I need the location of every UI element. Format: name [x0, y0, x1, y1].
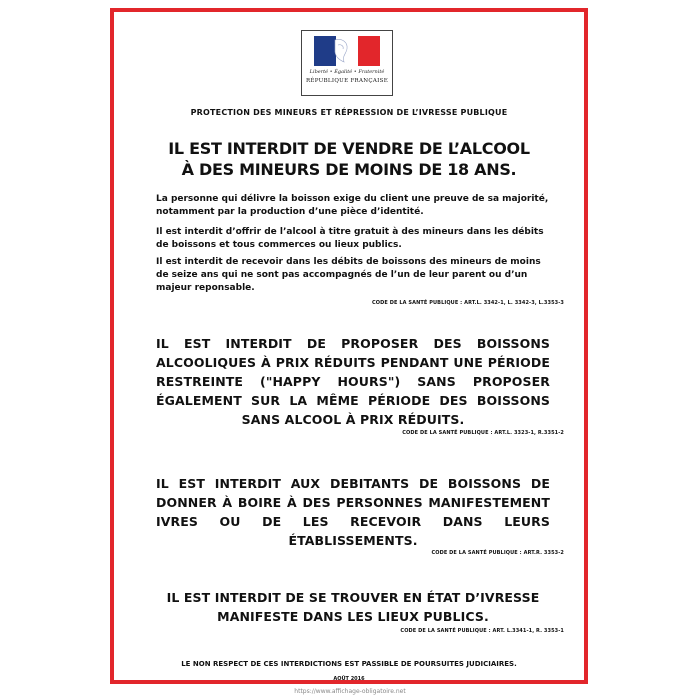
- main-title: [114, 138, 584, 180]
- happy-hours-block: IL EST INTERDIT DE PROPOSER DES BOISSONS ALCOOLIQUES À PRIX RÉDUITS PENDANT UNE PÉRIODE RESTREINTE ("HAPPY HOURS") SANS PROPOSER ÉGALEMENT SUR LA MÊME PÉRIODE DES BOISSONS SANS ALCOOL À PRIX RÉDUITS.: [156, 336, 550, 427]
- marianne-flag-icon: [314, 36, 380, 66]
- poster-subtitle: PROTECTION DES MINEURS ET RÉPRESSION DE L’IVRESSE PUBLIQUE: [190, 108, 508, 117]
- law-reference-4: CODE DE LA SANTÉ PUBLIQUE : ART. L.3341-1, R. 3353-1: [400, 628, 564, 634]
- source-url: https://www.affichage-obligatoire.net: [294, 688, 406, 695]
- main-title-line-1: IL EST INTERDIT DE VENDRE DE L’ALCOOL: [168, 139, 530, 158]
- main-title-line-2: À DES MINEURS DE MOINS DE 18 ANS.: [181, 160, 517, 179]
- logo-motto: Liberté • Égalité • Fraternité: [309, 69, 385, 75]
- debitants-block: IL EST INTERDIT AUX DEBITANTS DE BOISSONS DE DONNER À BOIRE À DES PERSONNES MANIFESTEMENT IVRES OU DE LES RECEVOIR DANS LEURS ÉTABLISSEMENTS.: [156, 476, 550, 548]
- edition-date: AOÛT 2016: [333, 676, 365, 682]
- paragraph-under-sixteen: Il est interdit de recevoir dans les débits de boissons des mineurs de moins de seize ans qui ne sont pas accompagnés de l’un de leur parent ou d’un majeur reponsable.: [156, 257, 541, 293]
- poster: [110, 8, 588, 684]
- public-drunkenness-block: IL EST INTERDIT DE SE TROUVER EN ÉTAT D’IVRESSE MANIFESTE DANS LES LIEUX PUBLICS.: [166, 590, 540, 624]
- paragraph-identity: La personne qui délivre la boisson exige du client une preuve de sa majorité, notamment par la production d’une pièce d’identité.: [156, 194, 549, 217]
- law-reference-3: CODE DE LA SANTÉ PUBLIQUE : ART.R. 3353-2: [431, 550, 564, 556]
- penalty-footer: LE NON RESPECT DE CES INTERDICTIONS EST PASSIBLE DE POURSUITES JUDICIAIRES.: [181, 660, 517, 668]
- marianne-logo: [301, 30, 393, 96]
- paragraph-free-alcohol: Il est interdit d’offrir de l’alcool à titre gratuit à des mineurs dans les débits de boissons et tous commerces ou lieux publics.: [156, 227, 544, 250]
- logo-name: RÉPUBLIQUE FRANÇAISE: [305, 78, 389, 84]
- law-reference-1: CODE DE LA SANTÉ PUBLIQUE : ART.L. 3342-1, L. 3342-3, L.3353-3: [371, 300, 564, 306]
- law-reference-2: CODE DE LA SANTÉ PUBLIQUE : ART.L. 3323-1, R.3351-2: [402, 430, 564, 436]
